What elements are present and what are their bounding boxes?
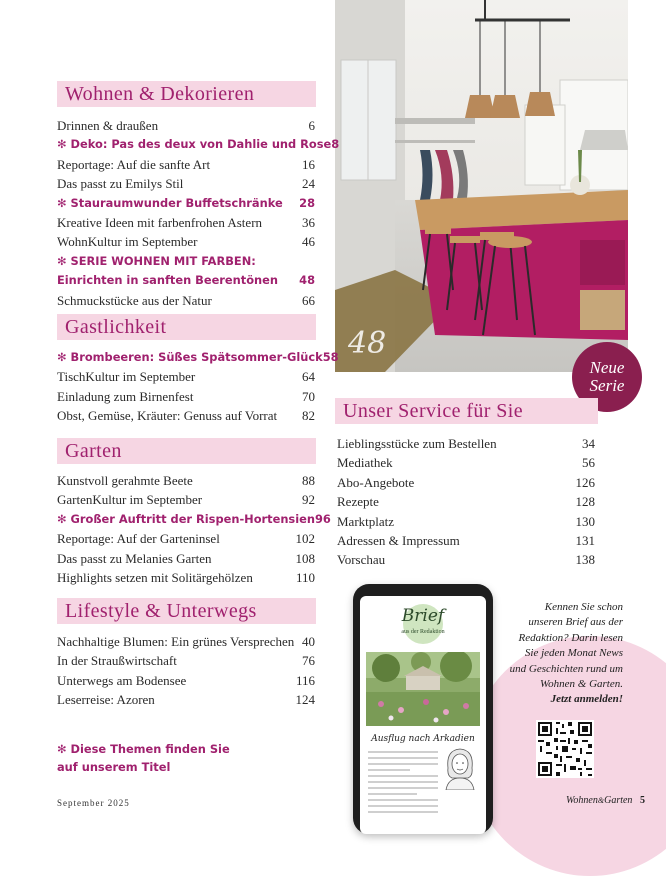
toc-item-highlight[interactable]: ✻ Großer Auftritt der Rispen-Hortensien 96 (57, 511, 331, 526)
toc-item[interactable]: Abo-Angebote 126 (337, 474, 595, 490)
qr-code[interactable] (536, 720, 594, 778)
author-illustration (442, 746, 478, 794)
brief-subtitle: aus der Redaktion (401, 629, 445, 635)
toc-item[interactable]: Reportage: Auf die sanfte Art 16 (57, 156, 315, 172)
toc-item[interactable]: Nachhaltige Blumen: Ein grünes Versprechen 40 (57, 634, 315, 649)
toc-item[interactable]: Das passt zu Emilys Stil 24 (57, 176, 315, 192)
toc-item[interactable]: Mediathek 56 (337, 455, 595, 471)
toc-garten (57, 473, 331, 589)
section-header-wohnen (57, 81, 316, 107)
toc-item[interactable]: Vorschau 138 (337, 552, 595, 568)
toc-item[interactable]: Adressen & Impressum 131 (337, 532, 595, 548)
footer-brand: Wohnen&Garten 5 (566, 795, 645, 806)
phone-screen (360, 596, 486, 834)
badge-line-2: Serie (589, 376, 625, 395)
cover-topics-note: ✻ Diese Themen finden Sie auf unserem Titel (57, 742, 230, 774)
section-title: Gastlichkeit (65, 315, 167, 338)
article-headline: Ausflug nach Arkadien (371, 734, 475, 744)
star-icon: ✻ (57, 253, 67, 268)
star-icon: ✻ (57, 195, 67, 210)
star-icon: ✻ (57, 350, 67, 364)
toc-gast (57, 350, 339, 428)
footer-date: September 2025 (57, 798, 130, 808)
garden-image (366, 652, 480, 726)
article-text-lines (368, 751, 438, 817)
toc-item[interactable]: Obst, Gemüse, Kräuter: Genuss auf Vorrat 82 (57, 408, 315, 424)
toc-item[interactable]: Highlights setzen mit Solitärgehölzen 110 (57, 569, 315, 585)
toc-item[interactable]: In der Straußwirtschaft 76 (57, 653, 315, 669)
toc-item[interactable]: Schmuckstücke aus der Natur 66 (57, 292, 315, 308)
toc-item[interactable]: Marktplatz 130 (337, 513, 595, 529)
signup-cta[interactable]: Jetzt anmelden! (550, 693, 623, 706)
toc-item[interactable]: Unterwegs am Bodensee 116 (57, 672, 315, 688)
toc-item-serie-line-1[interactable]: ✻ SERIE WOHNEN MIT FARBEN: (57, 253, 256, 268)
phone-mockup (353, 584, 493, 834)
toc-lifestyle (57, 634, 315, 712)
section-header-garten (57, 438, 316, 464)
toc-item[interactable]: Reportage: Auf der Garteninsel 102 (57, 531, 315, 547)
badge-line-1: Neue (589, 358, 625, 377)
toc-item[interactable]: Lieblingsstücke zum Bestellen 34 (337, 436, 595, 451)
toc-item-highlight[interactable]: ✻ Stauraumwunder Buffetschränke 28 (57, 195, 315, 210)
toc-item-highlight[interactable]: ✻ Deko: Pas des deux von Dahlie und Rose 8 (57, 137, 340, 152)
newsletter-promo-text: Kennen Sie schon unseren Brief aus der Redaktion? Darin lesen Sie jeden Monat News und Geschichten rund um Wohnen & Garten. Jetzt anmelden! (508, 600, 623, 708)
section-title: Lifestyle & Unterwegs (65, 599, 257, 622)
star-icon: ✻ (57, 742, 67, 756)
brief-title: Brief (401, 606, 445, 626)
section-title: Garten (65, 439, 122, 462)
star-icon: ✻ (57, 137, 67, 152)
toc-item[interactable]: Einladung zum Birnenfest 70 (57, 388, 315, 404)
star-icon: ✻ (57, 511, 67, 526)
toc-item[interactable]: Rezepte 128 (337, 494, 595, 510)
toc-wohnen (57, 118, 340, 312)
section-header-service (335, 398, 598, 424)
kitchen-photo (335, 0, 628, 372)
toc-item[interactable]: Das passt zu Melanies Garten 108 (57, 550, 315, 566)
toc-item[interactable]: Drinnen & draußen 6 (57, 118, 315, 133)
toc-item[interactable]: Kreative Ideen mit farbenfrohen Astern 36 (57, 214, 315, 230)
section-title: Wohnen & Dekorieren (65, 82, 255, 105)
toc-item[interactable]: GartenKultur im September 92 (57, 492, 315, 508)
toc-item[interactable]: Kunstvoll gerahmte Beete 88 (57, 473, 315, 488)
toc-item[interactable]: TischKultur im September 64 (57, 369, 315, 385)
section-header-lifestyle (57, 598, 316, 624)
toc-item-highlight[interactable]: ✻ Brombeeren: Süßes Spätsommer-Glück 58 (57, 350, 339, 364)
toc-service (337, 436, 595, 572)
section-title: Unser Service für Sie (343, 399, 524, 422)
toc-item[interactable]: WohnKultur im September 46 (57, 234, 315, 250)
photo-page-number: 48 (348, 326, 387, 361)
toc-item-serie-line-2[interactable]: Einrichten in sanften Beerentönen 48 (57, 273, 315, 288)
page-number: 5 (639, 795, 645, 806)
toc-item[interactable]: Leserreise: Azoren 124 (57, 692, 315, 708)
section-header-gast (57, 314, 316, 340)
